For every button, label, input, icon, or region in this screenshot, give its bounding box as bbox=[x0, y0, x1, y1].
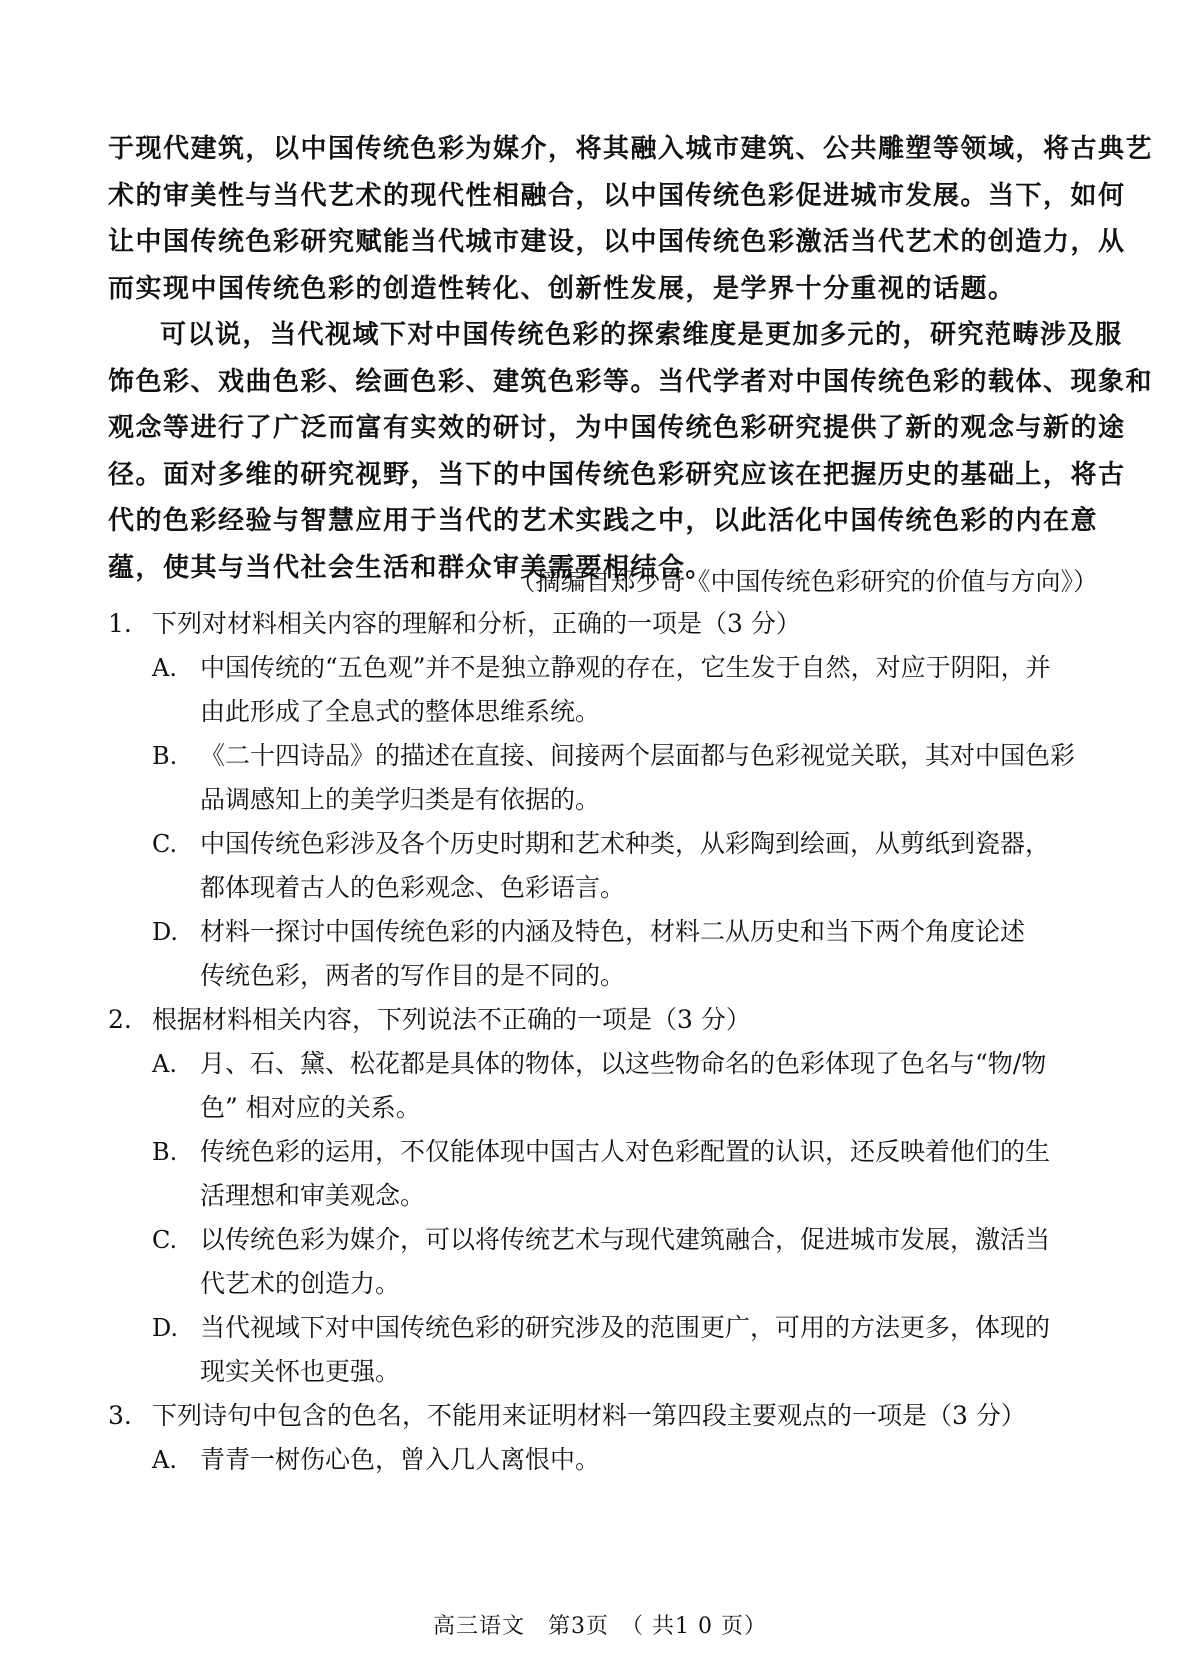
option-line: 活理想和审美观念。 bbox=[200, 1181, 426, 1210]
option-text bbox=[200, 1042, 1090, 1130]
source-citation: （摘编自郑少奇《中国传统色彩研究的价值与方向》） bbox=[510, 567, 1098, 596]
option-text bbox=[200, 1218, 1090, 1306]
option-line: 现实关怀也更强。 bbox=[200, 1357, 401, 1386]
option-line: 传统色彩，两者的写作目的是不同的。 bbox=[200, 961, 626, 990]
paragraph-2 bbox=[108, 312, 1154, 591]
option-line: 品调感知上的美学归类是有依据的。 bbox=[200, 785, 601, 814]
option-label: A. bbox=[152, 1446, 177, 1474]
option-line: 代艺术的创造力。 bbox=[200, 1269, 401, 1298]
paragraph-1 bbox=[108, 126, 1154, 312]
passage-line: 观念等进行了广泛而富有实效的研讨，为中国传统色彩研究提供了新的观念与新的途 bbox=[108, 413, 1126, 443]
question-number: 3. bbox=[108, 1401, 132, 1430]
option-text bbox=[200, 646, 1090, 734]
option-label: C. bbox=[152, 830, 178, 858]
option-text bbox=[200, 1306, 1090, 1394]
passage-line: 而实现中国传统色彩的创造性转化、创新性发展，是学界十分重视的话题。 bbox=[108, 273, 1016, 304]
question-stem: 根据材料相关内容，下列说法不正确的一项是（3 分） bbox=[152, 1005, 751, 1034]
option-line: 月、石、黛、松花都是具体的物体，以这些物命名的色彩体现了色名与“物/物 bbox=[200, 1049, 1047, 1078]
passage-line: 术的审美性与当代艺术的现代性相融合，以中国传统色彩促进城市发展。当下，如何 bbox=[108, 180, 1126, 211]
passage-line: 径。面对多维的研究视野，当下的中国传统色彩研究应该在把握历史的基础上，将古 bbox=[108, 459, 1126, 490]
option-text bbox=[200, 1438, 1090, 1482]
question-stem: 下列诗句中包含的色名，不能用来证明材料一第四段主要观点的一项是（3 分） bbox=[152, 1401, 1026, 1430]
passage-line: 蕴，使其与当代社会生活和群众审美需要相结合。 bbox=[108, 552, 714, 583]
option-line: 以传统色彩为媒介，可以将传统艺术与现代建筑融合，促进城市发展，激活当 bbox=[200, 1225, 1051, 1254]
option-line: 由此形成了全息式的整体思维系统。 bbox=[200, 697, 601, 726]
option-label: A. bbox=[152, 1050, 177, 1078]
question-stem: 下列对材料相关内容的理解和分析，正确的一项是（3 分） bbox=[152, 609, 801, 638]
question-number: 2. bbox=[108, 1005, 132, 1034]
option-text bbox=[200, 910, 1090, 998]
passage-line: 可以说，当代视域下对中国传统色彩的探索维度是更加多元的，研究范畴涉及服 bbox=[160, 320, 1123, 350]
question-number: 1. bbox=[108, 609, 132, 638]
passage-line: 饰色彩、戏曲色彩、绘画色彩、建筑色彩等。当代学者对中国传统色彩的载体、现象和 bbox=[108, 366, 1154, 397]
option-line: 材料一探讨中国传统色彩的内涵及特色，材料二从历史和当下两个角度论述 bbox=[200, 917, 1026, 946]
option-label: D. bbox=[152, 1314, 179, 1342]
option-label: C. bbox=[152, 1226, 178, 1254]
option-line: 都体现着古人的色彩观念、色彩语言。 bbox=[200, 873, 626, 902]
passage-line: 让中国传统色彩研究赋能当代城市建设，以中国传统色彩激活当代艺术的创造力，从 bbox=[108, 227, 1126, 257]
passage-line: 代的色彩经验与智慧应用于当代的艺术实践之中，以此活化中国传统色彩的内在意 bbox=[108, 506, 1099, 536]
passage-line: 于现代建筑，以中国传统色彩为媒介，将其融入城市建筑、公共雕塑等领域，将古典艺 bbox=[108, 134, 1154, 164]
reading-passage bbox=[108, 126, 1154, 591]
option-text bbox=[200, 734, 1090, 822]
option-label: B. bbox=[152, 742, 178, 770]
option-label: D. bbox=[152, 918, 179, 946]
option-line: 中国传统的“五色观”并不是独立静观的存在，它生发于自然，对应于阴阳，并 bbox=[200, 653, 1051, 682]
option-text bbox=[200, 1130, 1090, 1218]
option-line: 《二十四诗品》的描述在直接、间接两个层面都与色彩视觉关联，其对中国色彩 bbox=[200, 741, 1076, 770]
option-line: 青青一树伤心色，曾入几人离恨中。 bbox=[200, 1445, 601, 1474]
option-text bbox=[200, 822, 1090, 910]
option-line: 中国传统色彩涉及各个历史时期和艺术种类，从彩陶到绘画，从剪纸到瓷器， bbox=[200, 829, 1051, 858]
option-line: 当代视域下对中国传统色彩的研究涉及的范围更广，可用的方法更多，体现的 bbox=[200, 1313, 1051, 1342]
option-line: 色” 相对应的关系。 bbox=[200, 1093, 421, 1122]
page-footer: 高三语文 第3页 （ 共1 0 页） bbox=[433, 1614, 767, 1639]
option-line: 传统色彩的运用，不仅能体现中国古人对色彩配置的认识，还反映着他们的生 bbox=[200, 1137, 1051, 1166]
option-label: A. bbox=[152, 654, 177, 682]
option-label: B. bbox=[152, 1138, 178, 1166]
